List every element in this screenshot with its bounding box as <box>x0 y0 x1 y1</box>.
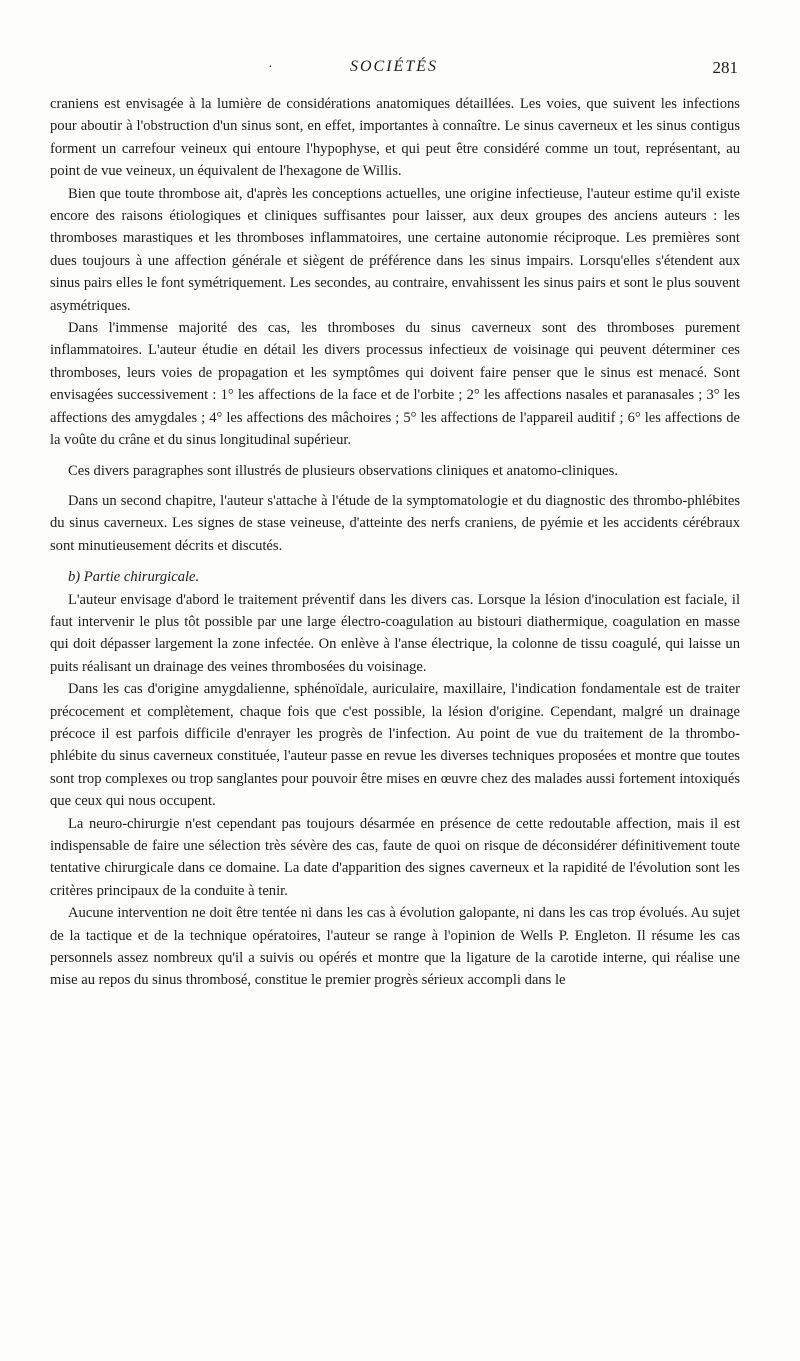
paragraph: craniens est envisagée à la lumière de considérations anatomiques détaillées. Les voies, que suivent les infections pour aboutir à l'obstruction d'un sinus sont, en effet, importantes à connaître. Le sinus caverneux et les sinus contigus forment un carrefour veineux qui entoure l'hypophyse, et qui peut être considéré comme un tout, représentant, au point de vue veineux, un équivalent de l'hexagone de Willis. <box>50 96 740 180</box>
article-body <box>50 93 740 992</box>
header-mark: · <box>268 60 273 75</box>
paragraph: Dans les cas d'origine amygdalienne, sphénoïdale, auriculaire, maxillaire, l'indication fondamentale est de traiter précocement et complètement, chaque fois que c'est possible, la lésion d'origine. Cependant, malgré un drainage précoce il est parfois difficile d'enrayer les progrès de l'infection. Au point de vue du traitement de la thrombo-phlébite du sinus caverneux constituée, l'auteur passe en revue les diverses techniques proposées et montre que toutes sont trop complexes ou trop sanglantes pour pouvoir être mises en œuvre chez des malades aussi fortement intoxiqués que ceux qui nous occupent. <box>50 681 740 810</box>
paragraph: Dans un second chapitre, l'auteur s'attache à l'étude de la symptomatologie et du diagnostic des thrombo-phlébites du sinus caverneux. Les signes de stase veineuse, d'atteinte des nerfs craniens, de pyémie et les accidents cérébraux sont minutieusement décrits et discutés. <box>50 492 740 554</box>
paragraph: Ces divers paragraphes sont illustrés de plusieurs observations cliniques et anatomo-cliniques. <box>68 462 618 479</box>
paragraph: L'auteur envisage d'abord le traitement préventif dans les divers cas. Lorsque la lésion d'inoculation est faciale, il faut intervenir le plus tôt possible par une large électro-coagulation au bistouri diathermique, coagulation en masse qui doit dépasser largement la zone infectée. On enlève à l'anse électrique, la colonne de tissu coagulé, qui laisse un puits réalisant un drainage des veines thrombosées du voisinage. <box>50 591 740 675</box>
paragraph: Bien que toute thrombose ait, d'après les conceptions actuelles, une origine infectieuse, l'auteur estime qu'il existe encore des raisons étiologiques et cliniques suffisantes pour laisser, aux deux groupes des anciens auteurs : les thromboses marastiques et les thromboses inflammatoires, une certaine autonomie réciproque. Les premières sont dues toujours à une affection générale et siègent de préférence dans les sinus impairs. Lorsqu'elles s'étendent aux sinus pairs elles le font symétriquement. Les secondes, au contraire, envahissent les sinus pairs et sont le plus souvent asymétriques. <box>50 185 740 314</box>
running-header <box>50 58 738 82</box>
running-title: SOCIÉTÉS <box>350 58 438 75</box>
paragraph: La neuro-chirurgie n'est cependant pas toujours désarmée en présence de cette redoutable affection, mais il est indispensable de faire une sélection très sévère des cas, faute de quoi on risque de déconsidérer définitivement toute tentative chirurgicale dans ce domaine. La date d'apparition des signes caverneux et la rapidité de l'évolution sont les critères principaux de la conduite à tenir. <box>50 815 740 899</box>
paragraph: Dans l'immense majorité des cas, les thromboses du sinus caverneux sont des thromboses purement inflammatoires. L'auteur étudie en détail les divers processus infectieux de voisinage qui peuvent déterminer ces thromboses, leurs voies de propagation et les symptômes qui doivent faire penser que le sinus est menacé. Sont envisagées successivement : 1° les affections de la face et de l'orbite ; 2° les affections nasales et paranasales ; 3° les affections des amygdales ; 4° les affections des mâchoires ; 5° les affections de l'appareil auditif ; 6° les affections de la voûte du crâne et du sinus longitudinal supérieur. <box>50 320 740 449</box>
paragraph: Aucune intervention ne doit être tentée ni dans les cas à évolution galopante, ni dans les cas trop évolués. Au sujet de la tactique et de la technique opératoires, l'auteur se range à l'opinion de Wells P. Engleton. Il résume les cas personnels assez nombreux qu'il a suivis ou opérés et montre que la ligature de la carotide interne, qui réalise une mise au repos du sinus thrombosé, constitue le premier progrès sérieux accompli dans le <box>50 905 740 989</box>
section-subheading: b) Partie chirurgicale. <box>68 569 200 586</box>
page-number: 281 <box>712 58 738 77</box>
